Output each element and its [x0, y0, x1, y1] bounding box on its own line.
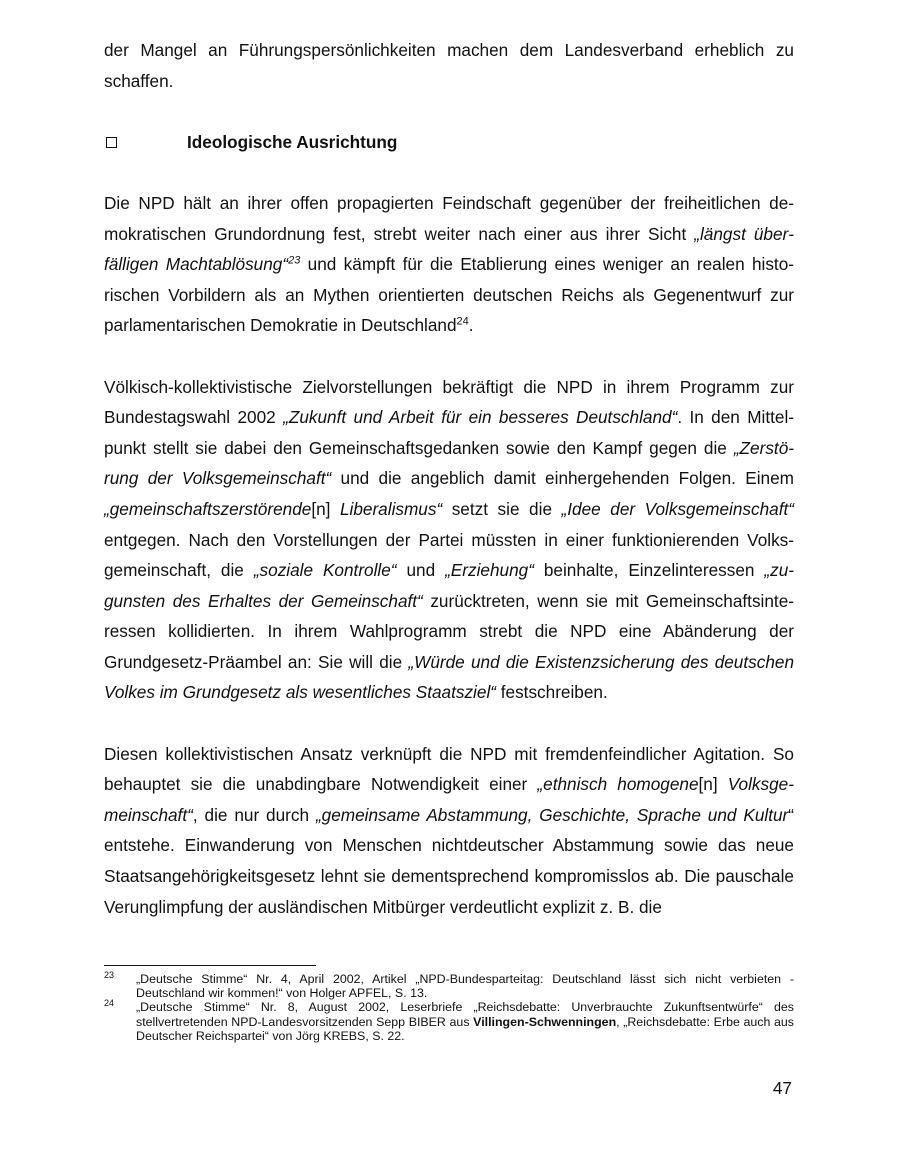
p3-text-c: , die nur durch — [192, 804, 316, 825]
footnote-23 — [104, 972, 794, 1000]
paragraph-3 — [104, 739, 794, 923]
p2-text-e: setzt sie die — [442, 498, 562, 519]
p2-quote-5: „Idee der Volksgemeinschaft“ — [561, 498, 794, 519]
section-heading — [104, 127, 794, 158]
footnote-ref-24: 24 — [456, 315, 469, 328]
p2-quote-4: Liberalismus“ — [339, 498, 443, 519]
footnote-number: 23 — [104, 970, 115, 980]
p3-text-d: “ entstehe. Einwanderung von Menschen nichtdeutscher Abstammung sowie das neue Staatsangehörigkeitsgesetz lehnt sie dementsprechend kompromisslos ab. Die pauschale Verunglimpfung der ausländischen Mitbürger verdeutlicht explizit z. B. die — [104, 804, 794, 917]
p1-text-c: . — [468, 315, 474, 336]
p3-text-b: [n] — [698, 774, 728, 795]
p2-text-g: und — [396, 560, 446, 581]
p2-text-h: beinhalte, Einzelinteressen — [533, 560, 765, 581]
p2-quote-2: „Zerstörung der Volksgemeinschaft“ — [104, 437, 794, 489]
page-body — [104, 35, 794, 922]
checkbox-bullet-icon — [106, 137, 117, 148]
p1-text-a: Die NPD hält an ihrer offen propagierten Feindschaft gegenüber der freiheitlichen demokratischen Grundordnung fest, strebt weiter nach einer aus ihrer Sicht — [104, 192, 794, 244]
p2-quote-9: „Würde und die Existenzsicherung des deutschen Volkes im Grundgesetz als wesentliches Staatsziel“ — [104, 651, 795, 703]
footnote-24 — [104, 1000, 794, 1043]
p2-quote-8: „zugunsten des Erhaltes der Gemeinschaft“ — [104, 560, 794, 611]
p1-quote-1: „längst überfälligen Machtablösung“ — [104, 223, 794, 275]
p2-text-j: festschreiben. — [495, 682, 608, 703]
paragraph-1 — [104, 188, 794, 341]
footnotes — [104, 965, 794, 1043]
p2-quote-6: „soziale Kontrolle“ — [253, 560, 397, 581]
page-number: 47 — [772, 1078, 792, 1098]
footnote-text-a: „Deutsche Stimme“ Nr. 8, August 2002, Leserbriefe „Reichsdebatte: Unverbrauchte Zukunftsentwürfe“ des stellvertretenden NPD-Landesvorsitzenden Sepp BIBER aus — [136, 1000, 794, 1029]
paragraph-2 — [104, 372, 794, 709]
p2-text-a: Völkisch-kollektivistische Zielvorstellungen bekräftigt die NPD in ihrem Programm zur Bundestagswahl 2002 — [104, 376, 794, 428]
p2-text-c: und die angeblich damit einhergehenden Folgen. Einem — [331, 468, 794, 489]
p3-quote-2: Volksgemeinschaft“ — [104, 774, 794, 825]
p3-quote-3: „gemeinsame Abstammung, Geschichte, Sprache und Kultur — [315, 804, 789, 825]
intro-paragraph-tail: der Mangel an Führungspersönlichkeiten machen dem Landesverband erheblich zu schaffen. — [104, 40, 794, 91]
p2-quote-3: „gemeinschaftszerstörende — [104, 498, 312, 519]
p2-text-b: . In den Mittelpunkt stellt sie dabei den Gemeinschaftsgedanken sowie den Kampf gegen die — [104, 407, 794, 458]
p2-text-f: entgegen. Nach den Vorstellungen der Partei müssten in einer funktionierenden Volksgemeinschaft, die — [104, 529, 794, 581]
section-heading-text: Ideologische Ausrichtung — [187, 131, 398, 152]
p2-text-i: zurücktreten, wenn sie mit Gemeinschaftsinteressen kollidierten. In ihrem Wahlprogramm strebt die NPD eine Abänderung der Grundgesetz-Präambel an: Sie will die — [104, 590, 794, 672]
p3-text-a: Diesen kollektivistischen Ansatz verknüpft die NPD mit fremdenfeindlicher Agitation. So behauptet sie die unabdingbare Notwendigkeit einer — [104, 743, 794, 795]
p1-text-b: und kämpft für die Etablierung eines weniger an realen historischen Vorbildern als an Mythen orientierten deutschen Reichs als Gegenentwurf zur parlamentarischen Demokratie in Deutschland — [104, 254, 794, 336]
p2-quote-1: „Zukunft und Arbeit für ein besseres Deutschland“ — [283, 407, 678, 428]
footnote-bold-place: Villingen-Schwenningen — [473, 1014, 617, 1029]
footnote-divider — [104, 965, 316, 966]
footnote-ref-23: 23 — [288, 254, 301, 267]
p2-text-d: [n] — [311, 498, 340, 519]
footnote-text-b: , „Reichsdebatte: Erbe auch aus Deutscher Reichspartei“ von Jörg KREBS, S. 22. — [136, 1014, 795, 1043]
p2-quote-7: „Erziehung“ — [445, 560, 534, 581]
p3-quote-1: „ethnisch homogene — [537, 774, 699, 795]
footnote-number: 24 — [104, 998, 115, 1009]
footnote-text: „Deutsche Stimme“ Nr. 4, April 2002, Artikel „NPD-Bundesparteitag: Deutschland lässt sich nicht verbieten - Deutschland wir kommen!“ von Holger APFEL, S. 13. — [136, 972, 794, 1001]
